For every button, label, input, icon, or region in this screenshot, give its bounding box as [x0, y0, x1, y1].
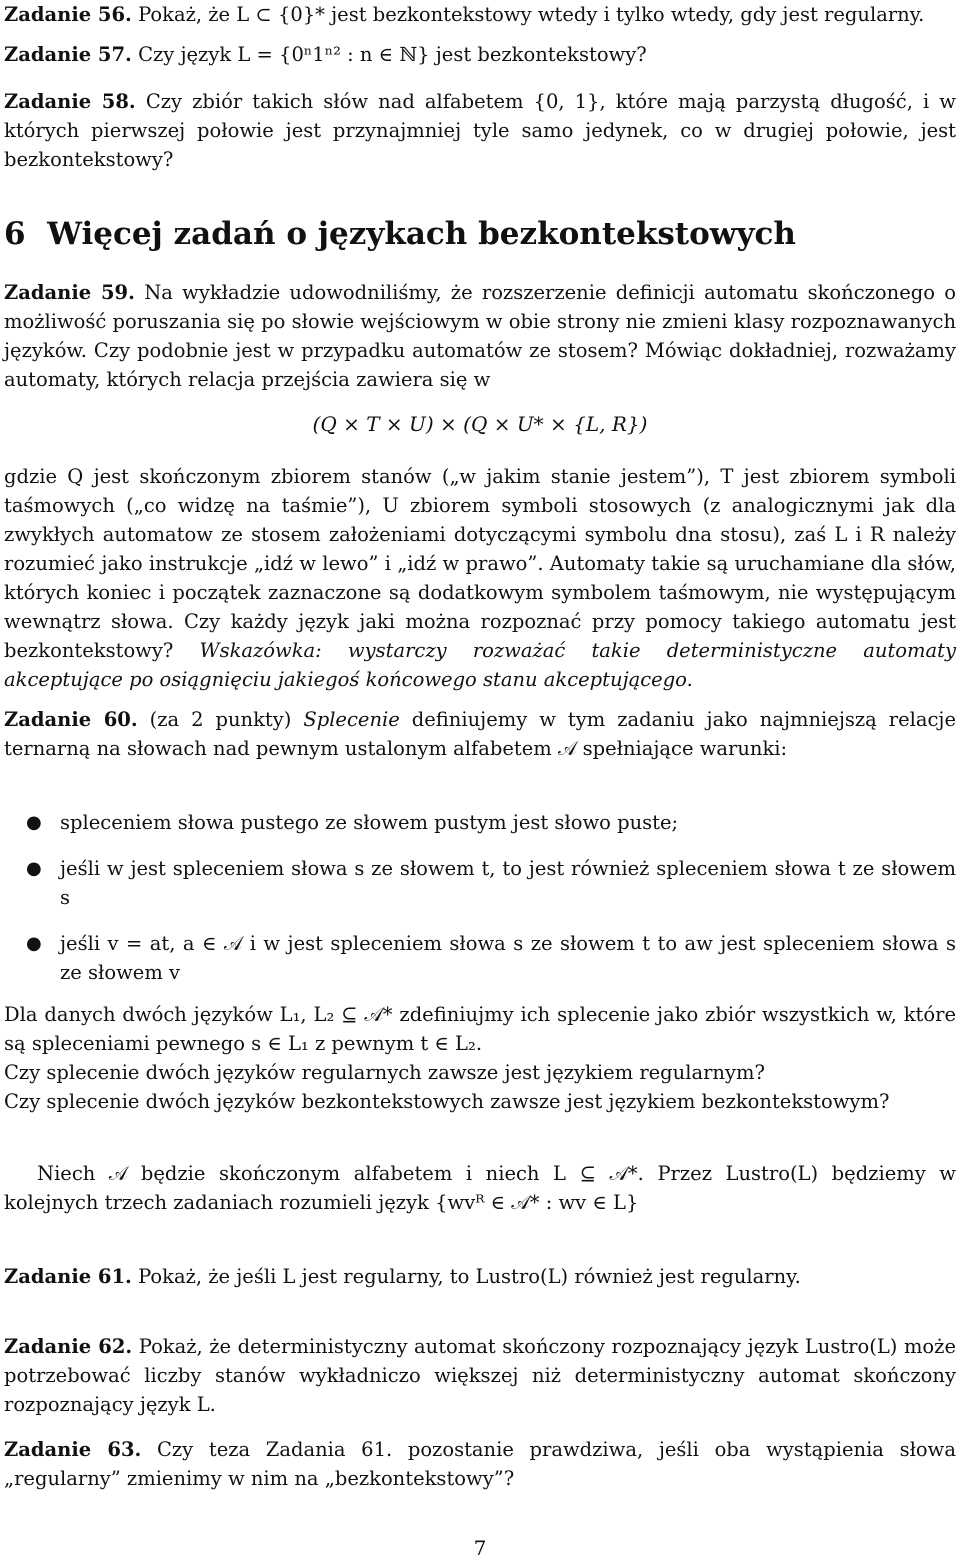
- list-item: [4, 854, 956, 912]
- exercise-59-continued: [4, 462, 956, 694]
- section-number: 6: [4, 216, 26, 252]
- exercise-60: [4, 705, 956, 763]
- exercise-61: [4, 1262, 956, 1291]
- exercise-text: Czy zbiór takich słów nad alfabetem {0, 1}, które mają parzystą długość, i w których pierwszej połowie jest przynajmniej tyle samo jedynek, co w drugiej połowie, jest bezkontekstowy?: [4, 90, 956, 171]
- exercise-59: [4, 278, 956, 394]
- exercise-term: Splecenie: [303, 708, 400, 731]
- exercise-56: [4, 0, 956, 29]
- exercise-text: Pokaż, że L ⊂ {0}* jest bezkontekstowy wtedy i tylko wtedy, gdy jest regularny.: [138, 3, 925, 26]
- exercise-label: Zadanie 59.: [4, 281, 135, 304]
- exercise-text: definiujemy w tym zadaniu jako najmniejszą relacje ternarną na słowach nad pewnym ustalonym alfabetem 𝒜 spełniające warunki:: [4, 708, 956, 760]
- exercise-text: Pokaż, że jeśli L jest regularny, to Lustro(L) również jest regularny.: [138, 1265, 801, 1288]
- section-title: Więcej zadań o językach bezkontekstowych: [47, 216, 796, 252]
- exercise-text: gdzie Q jest skończonym zbiorem stanów („w jakim stanie jestem”), T jest zbiorem symboli taśmowych („co widzę na taśmie”), U zbiorem symboli stosowych (z analogicznymi jak dla zwykłych automatow ze stosem założeniami dotyczącymi symbolu dna stosu), zaś L i R należy rozumieć jako instrukcje „idź w lewo” i „idź w prawo”. Automaty takie są uruchamiane dla słów, których koniec i początek zaznaczone są dodatkowym symbolem taśmowym, nie występującym wewnątrz słowa. Czy każdy język jaki można rozpoznać przy pomocy takiego automatu jest bezkontekstowy?: [4, 465, 956, 662]
- display-formula: (Q × T × U) × (Q × U* × {L, R}): [312, 412, 648, 436]
- exercise-points: (za 2 punkty): [149, 708, 292, 731]
- exercise-text: Czy splecenie dwóch języków bezkontekstowych zawsze jest językiem bezkontekstowym?: [4, 1090, 890, 1113]
- section-heading: [4, 214, 956, 254]
- exercise-58: [4, 87, 956, 174]
- list-item-text: jeśli v = at, a ∈ 𝒜 i w jest spleceniem słowa s ze słowem t to aw jest spleceniem słowa s ze słowem v: [60, 932, 956, 984]
- exercise-label: Zadanie 56.: [4, 3, 132, 26]
- list-item: [4, 929, 956, 987]
- exercise-label: Zadanie 62.: [4, 1335, 133, 1358]
- exercise-text: Czy język L = {0ⁿ1ⁿ² : n ∈ ℕ} jest bezkontekstowy?: [138, 43, 647, 66]
- list-item-text: spleceniem słowa pustego ze słowem pustym jest słowo puste;: [60, 811, 679, 834]
- definition-text: Niech 𝒜 będzie skończonym alfabetem i niech L ⊆ 𝒜*. Przez Lustro(L) będziemy w kolejnych trzech zadaniach rozumieli język {wvᴿ ∈ 𝒜* : wv ∈ L}: [4, 1162, 956, 1214]
- exercise-label: Zadanie 63.: [4, 1438, 142, 1461]
- exercise-62: [4, 1332, 956, 1419]
- exercise-label: Zadanie 57.: [4, 43, 132, 66]
- exercise-text: Czy splecenie dwóch języków regularnych zawsze jest językiem regularnym?: [4, 1061, 765, 1084]
- exercise-60-definition: [4, 1000, 956, 1058]
- exercise-text: Dla danych dwóch języków L₁, L₂ ⊆ 𝒜* zdefiniujmy ich splecenie jako zbiór wszystkich w, które są spleceniami pewnego s ∈ L₁ z pewnym t ∈ L₂.: [4, 1003, 956, 1055]
- list-item-text: jeśli w jest spleceniem słowa s ze słowem t, to jest również spleceniem słowa t ze słowem s: [60, 857, 956, 909]
- exercise-63: [4, 1435, 956, 1493]
- lustro-definition: [4, 1159, 956, 1217]
- exercise-text: Na wykładzie udowodniliśmy, że rozszerzenie definicji automatu skończonego o możliwość poruszania się po słowie wejściowym w obie strony nie zmieni klasy rozpoznawanych języków. Czy podobnie jest w przypadku automatów ze stosem? Mówiąc dokładniej, rozważamy automaty, których relacja przejścia zawiera się w: [4, 281, 957, 391]
- exercise-60-question-2: [4, 1087, 956, 1116]
- exercise-label: Zadanie 58.: [4, 90, 136, 113]
- exercise-57: [4, 40, 956, 69]
- exercise-text: Czy teza Zadania 61. pozostanie prawdziwa, jeśli oba wystąpienia słowa „regularny” zmienimy w nim na „bezkontekstowy”?: [4, 1438, 956, 1490]
- bullet-icon: ●: [26, 858, 42, 879]
- exercise-text: Pokaż, że deterministyczny automat skończony rozpoznający język Lustro(L) może potrzebować liczby stanów wykładniczo większej niż deterministyczny automat skończony rozpoznający język L.: [4, 1335, 956, 1416]
- exercise-hint: Wskazówka: wystarczy rozważać takie deterministyczne automaty akceptujące po osiągnięciu jakiegoś końcowego stanu akceptującego.: [4, 639, 956, 691]
- page-number: 7: [473, 1536, 487, 1560]
- exercise-label: Zadanie 61.: [4, 1265, 132, 1288]
- exercise-60-question-1: [4, 1058, 956, 1087]
- list-item: [4, 808, 956, 837]
- bullet-icon: ●: [26, 812, 42, 833]
- exercise-label: Zadanie 60.: [4, 708, 138, 731]
- bullet-icon: ●: [26, 933, 42, 954]
